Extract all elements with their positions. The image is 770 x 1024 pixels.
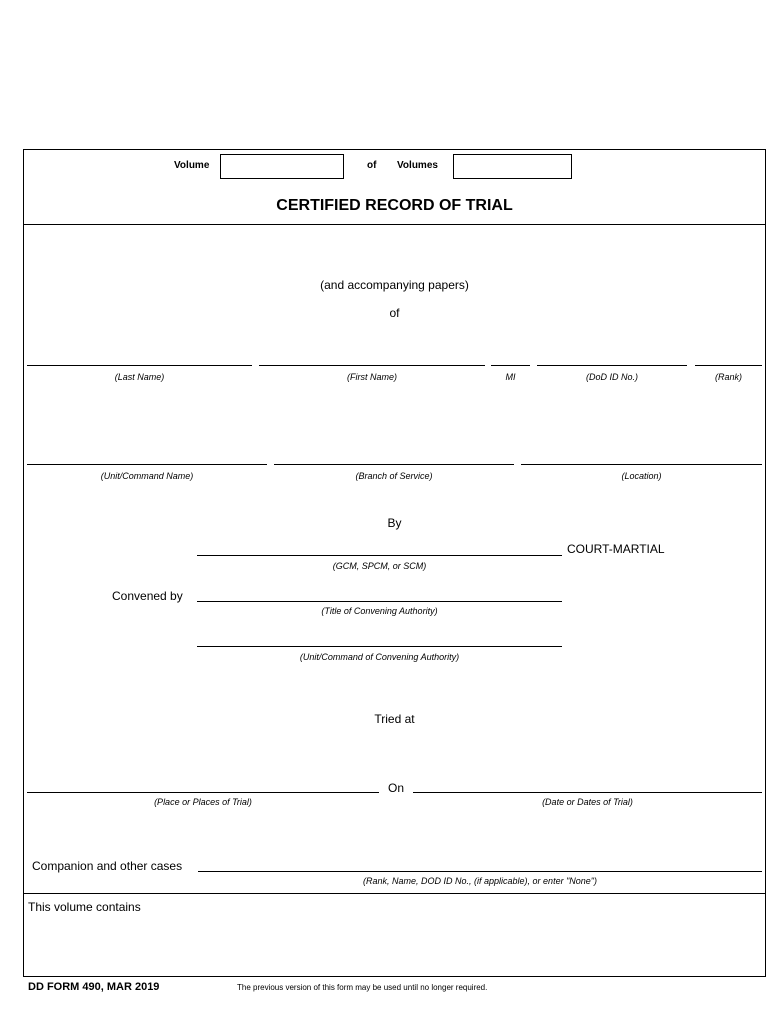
volume-input[interactable] <box>220 154 344 179</box>
dod-id-field[interactable] <box>537 365 687 366</box>
volumes-label: Volumes <box>397 160 438 171</box>
date-caption: (Date or Dates of Trial) <box>542 797 633 807</box>
first-name-caption: (First Name) <box>347 372 397 382</box>
dod-id-caption: (DoD ID No.) <box>585 372 638 382</box>
date-field[interactable] <box>413 792 762 793</box>
title-divider <box>23 224 766 225</box>
rank-caption: (Rank) <box>714 372 742 382</box>
companion-label: Companion and other cases <box>32 859 183 873</box>
by-text: By <box>387 516 402 530</box>
convening-title-caption: (Title of Convening Authority) <box>321 606 438 616</box>
convened-by-label: Convened by <box>112 589 183 603</box>
convening-title-field[interactable] <box>197 601 562 602</box>
first-name-field[interactable] <box>259 365 485 366</box>
tried-at-text: Tried at <box>374 712 415 726</box>
location-caption: (Location) <box>621 471 662 481</box>
rank-field[interactable] <box>695 365 762 366</box>
court-martial-label: COURT-MARTIAL <box>567 542 665 556</box>
volumes-input[interactable] <box>453 154 572 179</box>
unit-caption: (Unit/Command Name) <box>100 471 194 481</box>
court-type-field[interactable] <box>197 555 562 556</box>
form-id: DD FORM 490, MAR 2019 <box>28 981 160 993</box>
unit-field[interactable] <box>27 464 267 465</box>
subtitle: (and accompanying papers) <box>320 278 469 292</box>
form-title: CERTIFIED RECORD OF TRIAL <box>276 197 513 214</box>
mi-caption: MI <box>505 372 516 382</box>
of-text: of <box>389 306 400 320</box>
companion-caption: (Rank, Name, DOD ID No., (if applicable), or enter "None") <box>363 876 597 886</box>
of-label: of <box>367 160 377 171</box>
volume-label: Volume <box>174 160 210 171</box>
branch-caption: (Branch of Service) <box>355 471 433 481</box>
place-field[interactable] <box>27 792 379 793</box>
last-name-caption: (Last Name) <box>114 372 165 382</box>
location-field[interactable] <box>521 464 762 465</box>
footer-note: The previous version of this form may be used until no longer required. <box>237 983 488 992</box>
court-type-caption: (GCM, SPCM, or SCM) <box>332 561 427 571</box>
contents-divider <box>23 893 766 894</box>
mi-field[interactable] <box>491 365 530 366</box>
companion-field[interactable] <box>198 871 762 872</box>
volume-contains-label: This volume contains <box>28 900 141 914</box>
last-name-field[interactable] <box>27 365 252 366</box>
on-label: On <box>388 781 405 795</box>
convening-unit-field[interactable] <box>197 646 562 647</box>
branch-field[interactable] <box>274 464 514 465</box>
convening-unit-caption: (Unit/Command of Convening Authority) <box>299 652 460 662</box>
place-caption: (Place or Places of Trial) <box>154 797 252 807</box>
